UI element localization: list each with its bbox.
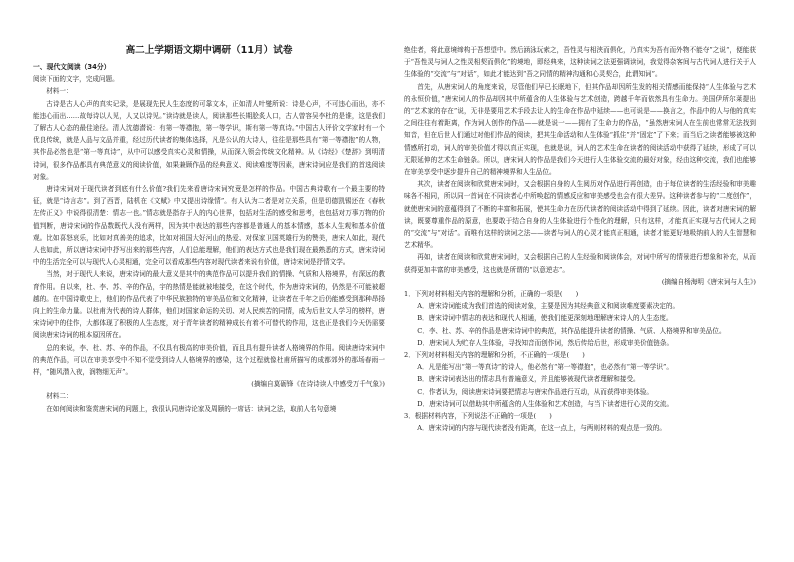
material-two-paragraph: 在如何阅读和鉴赏唐宋词的问题上，我很认同唐诗论家及周颐的一席话：读词之法，取前人名句意境 [46, 404, 337, 413]
question-option-a[interactable]: A．唐宋诗词的内容与现代读者没有距离，在这一点上，与两则材料的观点是一致的。 [417, 424, 666, 433]
left-column [33, 44, 385, 415]
material-two-paragraph: 首先，从唐宋词人的角度来说，尽管他们早已长眠地下，但其作品却因所生发的相关情感而能保持“人生体验与艺术的永恒价值，”唐宋词人的作品却因其中所蕴含的人生体验与艺术创造，跨越千年而依然具有生命力。美国伊所尔莱提出的“艺术家的存在”说，无非是要用艺术手段去让人的生命在作品中延续——也可说是——换言之，作品中的人与他的真实之间往往有着距离，作为词人创作的作品——就是说一——拥有了生命力的作品，“虽然唐宋词人在生前也常常无法找到知音，但在后世人们通过对他们作品的阅读，把其生命活动和人生体验“抓住”并“固定”了下来；而当后之读者能够被这种情感所打动，词人的审美价值才得以真正实现，也就是说，词人的艺术生命在读者的阅读活动中获得了延续，形成了可以无限延伸的艺术生命链条。所以，唐宋词人的作品是我们今天进行人生体验交流的最好对象，经由这种交流，我们也能够在审美享受中逐步提升自己的精神境界和人生品位。 [404, 82, 756, 177]
question-option-d[interactable]: D．唐宋词人为贮存人生体验，寻找知音而创作词，然后传给后世，形成审美价值链条。 [417, 338, 674, 347]
question-1 [404, 288, 756, 349]
question-option-c[interactable]: C．作者认为，阅读唐宋诗词要把情志与唐宋作品进行互动，从而获得审美体验。 [417, 387, 654, 396]
material-one-label: 材料一： [46, 87, 73, 96]
right-column [404, 44, 756, 435]
section-heading: 一、现代文阅读（34分） [33, 63, 111, 71]
question-3 [404, 410, 756, 434]
question-option-d[interactable]: D．唐宋诗词可以借助其中所蕴含的人生体验和艺术创造，与当下读者进行心灵的交流。 [417, 399, 674, 408]
question-option-a[interactable]: A．唐宋诗词能成为我们首选的阅读对象，主要是因为其经典意义和阅读难度要素决定的。 [417, 302, 680, 311]
material-two-citation: (摘编自杨海明《唐宋词与人生》) [661, 277, 756, 286]
question-option-b[interactable]: B．唐宋诗词表达出的情志具有普遍意义，并且能够被现代读者理解和接受。 [417, 375, 640, 384]
question-stem: 2．下列对材料相关内容的理解和分析，不正确的一项是( ) [404, 351, 585, 360]
question-option-a[interactable]: A．凡是能写出“第一等真诗”的诗人，他必然有“第一等襟抱”，也必然有“第一等学识”。 [417, 363, 673, 372]
material-one-paragraph: 唐诗宋词对于现代读者到底有什么价值?我们先来看唐诗宋词究竟是怎样的作品。中国古典诗歌有一个最主要的特征，就是“诗言志”。到了西晋，陆机在《文赋》中又提出诗缘情”。有人认为二者是对立关系，但是切德凯锡还在《春秋左传正义》中说得很清楚：情志一也。”情志就是指存于人的内心世界，包括对生活的感受和思考，也包括对万事万物的价值判断，唐诗宋词的作品数既代人没有两样，因为其中表达的那些内容都是普通人的基本情感，基本人生观和基本价值观。比如喜怒哀乐，比如对真善美的追求，比如对祖国大好河山的热爱、对保家卫国英雄行为的赞美，唐宋人如此，现代人也如此，所以唐诗宋词中抒写出来的那些内容，人们总能理解，他们的表达方式也是我们现在最熟悉的方式，唐宋诗词中的生活完全可以与现代人心灵相通，完全可以看成那些内容对现代读者来说有价值，唐诗宋词是抒情文学。 [33, 185, 385, 267]
material-two-paragraph: 再如，读者在阅读和欣赏唐宋词时，又会根据自己的人生经验和阅读体会，对词中所写的情景进行想象和补充，从而获得更加丰富的审美感受，这也就是所谓的“以意逆志”。 [404, 253, 756, 274]
material-two-label: 材料二： [46, 392, 73, 401]
question-stem: 3．根据材料内容，下列说法不正确的一项是( ) [404, 412, 552, 421]
material-one-paragraph: 总的来说，李、杜、苏、辛的作品，不仅具有极高的审美价值，而且具有提升读者人格境界的作用。阅读唐诗宋词中的典范作品，可以在审美享受中不知不觉受到诗人人格境界的感染，这个过程就像杜甫所描写的成都郊外的那场春雨一样，“随风潜入夜，润物细无声”。 [33, 343, 385, 377]
material-one-paragraph: 当然，对于现代人来说，唐宋诗词的最大意义是其中的典范作品可以提升我们的情操、气质和人格境界，有深远的教育作用。自以来，杜、李、苏、辛的作品，宇的热情是能就被地接受，在这个时代，作为唐诗宋词的，仍然是不可能被超越的。在中国诗歌史上，他们的作品代表了中华民族独特的审美品位和文化精神，让读者在千年之后仍能感受到那种昂扬向上的生命力量。以杜甫为代表的诗人群体，他们对国家命运的关切、对人民疾苦的同情，成为后世文人学习的榜样，唐宋诗词中的佳作，大都体现了积极的人生态度，对于青年读者的精神成长有着不可替代的作用，这也正是我们今天仍需要阅读唐宋诗词的根本原因所在。 [33, 270, 385, 340]
question-2 [404, 349, 756, 410]
material-one-citation: (摘编自莫砺锋《在诗诗读人中感受万千气象》) [251, 380, 385, 389]
material-one-paragraph: 古诗是古人心声的真实记录，是展现先民人生态度的可靠文本，正如清人叶燮所说：诗是心声，不可违心而出，亦不能违心而出……故每诗以人见，人又以诗见。”读诗就是读人，阅读那些长期脍炙人口，古人曾容吴李杜的是谁，这是我们了解古人心态的最佳途径。清人沈德潜说：有第一等襟抱，第一等学识，斯有第一等真诗。”中国古人评价文学家时有一个优良传统，就是人品与文品并重，经过历代读者的集体选择，凡是公认的大诗人，往往是那些具有“第一等襟抱”的人物，其作品必然也是“第一等真诗”，从中可以感受真实心灵和情操，从而深入领会传统文化精神。从《诗经》《楚辞》到明清诗词，很多作品都具有典范意义的阅读价值，如果兼顾作品的经典意义、阅读难度等因素，唐宋诗词应是我们的首选阅读对象。 [33, 99, 385, 181]
material-two-paragraph: 绝佳者，将此意境缔构于吾想望中。然后涵泳玩索之，吾性灵与相浃而俱化，乃真实为吾有而外物不能夺”之说“，便能获于“吾性灵与词人之性灵相契而俱化”的境地，即经典来，这种读词之法更强调读词，我觉得杂客间与古代词人进行关于人生体验的“交流”与“对话”，如此才能达到“吾之同情的精神沟通和心灵契合，此谓知词”。 [404, 46, 756, 79]
material-two-paragraph: 其次，读者在阅读和欣赏唐宋词时，又会根据自身的人生阅历对作品进行再创造，由于每位读者的生活经验和审美趣味各不相同，所以同一首词在不同读者心中所唤起的情感反应和审美感受也会有很大差异。这种读者参与的“二度创作”，就使唐宋词的意蕴得到了不断的丰富和拓展，使其生命力在历代读者的阅读活动中得到了延续。因此，读者对唐宋词的解读，既要尊重作品的原意，也要敢于结合自身的人生体验进行个性化的理解，只有这样，才能真正实现与古代词人之间的“交流”与“对话”。而唯有这样的读词之法——读者与词人的心灵才能真正相通，读者才能更好地吸纳前人的人生智慧和艺术精华。 [404, 180, 756, 250]
question-stem: 1．下列对材料相关内容的理解和分析，正确的一项是( ) [404, 290, 579, 299]
question-option-b[interactable]: B．唐宋诗词中情志的表达和现代人相通，使我们能更深刻地理解唐宋诗人的人生态度。 [417, 314, 673, 323]
question-option-c[interactable]: C．李、杜、苏、辛的作品是唐宋诗词中的典范，其作品能提升读者的情操、气质、人格境界和审美品位。 [417, 326, 726, 335]
page-title: 高二上学期语文期中调研（11月）试卷 [125, 45, 293, 56]
instruction-text: 阅读下面的文字，完成问题。 [33, 75, 119, 84]
